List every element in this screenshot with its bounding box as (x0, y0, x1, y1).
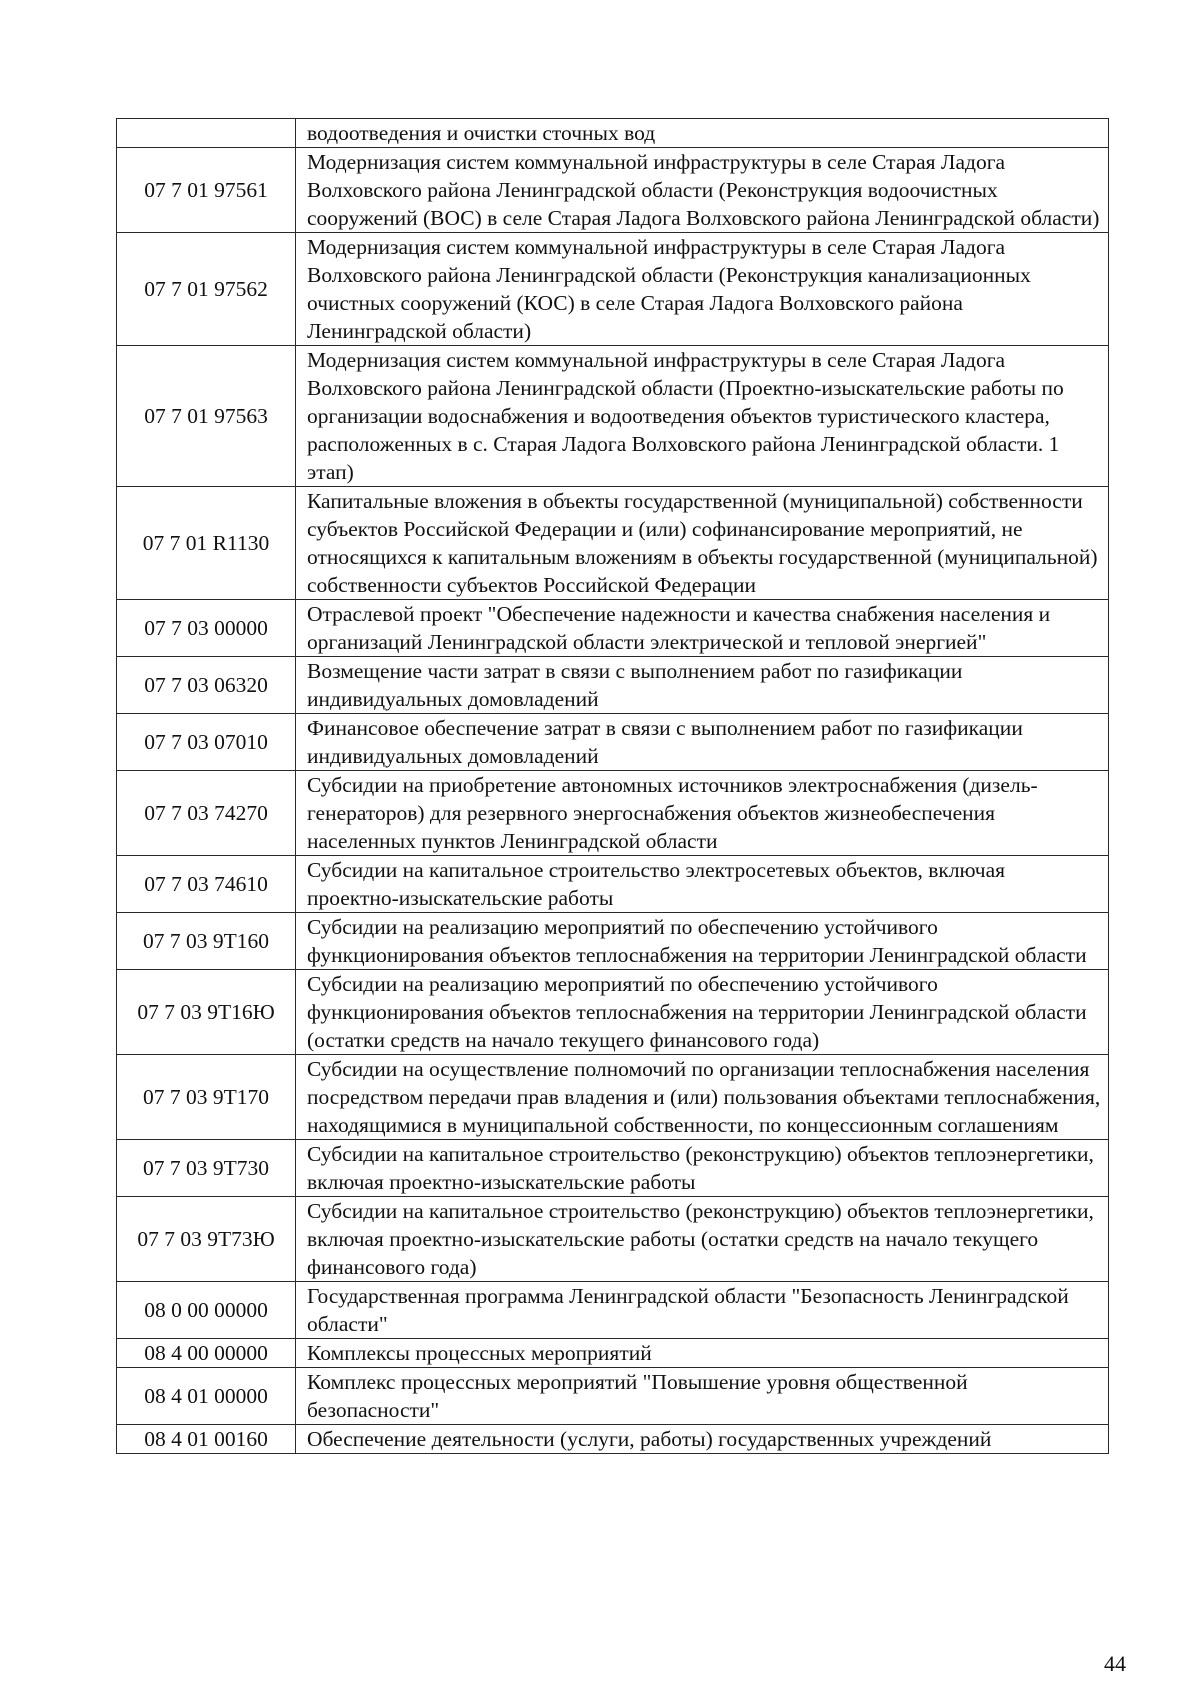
code-cell: 07 7 03 07010 (117, 714, 296, 771)
table-row (117, 119, 1109, 148)
table-row (117, 1282, 1109, 1339)
table-row (117, 1055, 1109, 1140)
table-row (117, 600, 1109, 657)
description-cell: Возмещение части затрат в связи с выполнением работ по газификации индивидуальных домовладений (296, 657, 1109, 714)
table-row (117, 148, 1109, 233)
description-cell: Модернизация систем коммунальной инфраструктуры в селе Старая Ладога Волховского района Ленинградской области (Реконструкция водоочистных сооружений (ВОС) в селе Старая Ладога Волховского района Ленинградской области) (296, 148, 1109, 233)
description-cell: Комплекс процессных мероприятий "Повышение уровня общественной безопасности" (296, 1368, 1109, 1425)
table-row (117, 657, 1109, 714)
table-row (117, 714, 1109, 771)
description-cell: Субсидии на осуществление полномочий по организации теплоснабжения населения посредством передачи прав владения и (или) пользования объектами теплоснабжения, находящимися в муниципальной собственности, по концессионным соглашениям (296, 1055, 1109, 1140)
code-cell: 08 4 01 00160 (117, 1425, 296, 1454)
code-cell: 07 7 03 06320 (117, 657, 296, 714)
description-cell: Субсидии на капитальное строительство электросетевых объектов, включая проектно-изыскательские работы (296, 856, 1109, 913)
description-cell: Финансовое обеспечение затрат в связи с выполнением работ по газификации индивидуальных домовладений (296, 714, 1109, 771)
code-cell: 07 7 03 9Т16Ю (117, 970, 296, 1055)
description-cell: Модернизация систем коммунальной инфраструктуры в селе Старая Ладога Волховского района Ленинградской области (Реконструкция канализационных очистных сооружений (КОС) в селе Старая Ладога Волховского района Ленинградской области) (296, 233, 1109, 346)
description-cell: Капитальные вложения в объекты государственной (муниципальной) собственности субъектов Российской Федерации и (или) софинансирование мероприятий, не относящихся к капитальным вложениям в объекты государственной (муниципальной) собственности субъектов Российской Федерации (296, 487, 1109, 600)
table-row (117, 346, 1109, 487)
description-cell: Комплексы процессных мероприятий (296, 1339, 1109, 1368)
description-cell: Отраслевой проект "Обеспечение надежности и качества снабжения населения и организаций Ленинградской области электрической и тепловой энергией" (296, 600, 1109, 657)
description-cell: Обеспечение деятельности (услуги, работы) государственных учреждений (296, 1425, 1109, 1454)
description-cell: Модернизация систем коммунальной инфраструктуры в селе Старая Ладога Волховского района Ленинградской области (Проектно-изыскательские работы по организации водоснабжения и водоотведения объектов туристического кластера, расположенных в с. Старая Ладога Волховского района Ленинградской области. 1 этап) (296, 346, 1109, 487)
table-row (117, 233, 1109, 346)
code-cell: 07 7 03 9Т730 (117, 1140, 296, 1197)
table-row (117, 913, 1109, 970)
code-cell: 08 4 01 00000 (117, 1368, 296, 1425)
table-row (117, 487, 1109, 600)
table-row (117, 970, 1109, 1055)
code-cell: 07 7 01 R1130 (117, 487, 296, 600)
code-cell: 08 0 00 00000 (117, 1282, 296, 1339)
budget-codes-table (116, 118, 1109, 1454)
table-row (117, 1339, 1109, 1368)
description-cell: Субсидии на капитальное строительство (реконструкцию) объектов теплоэнергетики, включая проектно-изыскательские работы (остатки средств на начало текущего финансового года) (296, 1197, 1109, 1282)
table-row (117, 1425, 1109, 1454)
table-row (117, 856, 1109, 913)
table-row (117, 771, 1109, 856)
code-cell (117, 119, 296, 148)
code-cell: 07 7 01 97563 (117, 346, 296, 487)
code-cell: 07 7 03 74610 (117, 856, 296, 913)
table-row (117, 1368, 1109, 1425)
code-cell: 07 7 03 9Т73Ю (117, 1197, 296, 1282)
code-cell: 07 7 03 9Т160 (117, 913, 296, 970)
code-cell: 07 7 03 74270 (117, 771, 296, 856)
description-cell: Субсидии на капитальное строительство (реконструкцию) объектов теплоэнергетики, включая проектно-изыскательские работы (296, 1140, 1109, 1197)
description-cell: Субсидии на реализацию мероприятий по обеспечению устойчивого функционирования объектов теплоснабжения на территории Ленинградской области (остатки средств на начало текущего финансового года) (296, 970, 1109, 1055)
code-cell: 07 7 01 97561 (117, 148, 296, 233)
code-cell: 07 7 01 97562 (117, 233, 296, 346)
description-cell: Субсидии на приобретение автономных источников электроснабжения (дизель-генераторов) для резервного энергоснабжения объектов жизнеобеспечения населенных пунктов Ленинградской области (296, 771, 1109, 856)
page-number: 44 (1104, 1651, 1126, 1676)
table-row (117, 1197, 1109, 1282)
description-cell: Субсидии на реализацию мероприятий по обеспечению устойчивого функционирования объектов теплоснабжения на территории Ленинградской области (296, 913, 1109, 970)
table-body (117, 119, 1109, 1454)
description-cell: Государственная программа Ленинградской области "Безопасность Ленинградской области" (296, 1282, 1109, 1339)
table-row (117, 1140, 1109, 1197)
description-cell: водоотведения и очистки сточных вод (296, 119, 1109, 148)
code-cell: 07 7 03 00000 (117, 600, 296, 657)
code-cell: 07 7 03 9Т170 (117, 1055, 296, 1140)
code-cell: 08 4 00 00000 (117, 1339, 296, 1368)
